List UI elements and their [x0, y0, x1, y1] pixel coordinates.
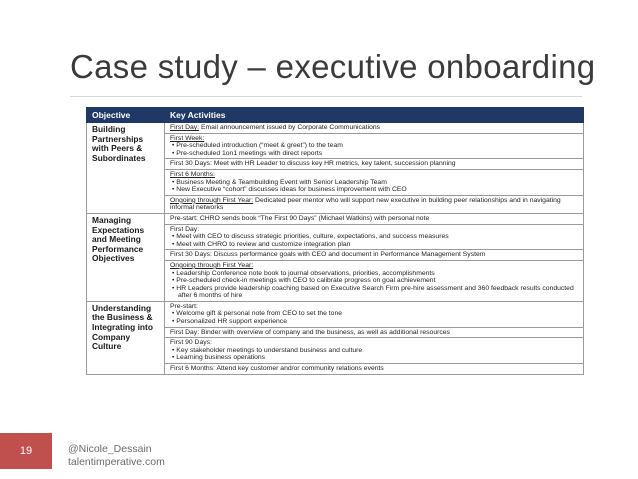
- footer: [68, 443, 165, 469]
- activity-text: First Day: Binder with overview of company and the business, as well as additional resources: [170, 328, 450, 336]
- activity-bullet: • Meet with CEO to discuss strategic priorities, culture, expectations, and success measures: [170, 233, 578, 241]
- activity-bullet: • Welcome gift & personal note from CEO to set the tone: [170, 310, 578, 318]
- activity-bullet: • Pre-scheduled 1on1 meetings with direct reports: [170, 150, 578, 158]
- activity-line: [170, 303, 578, 311]
- activity-cell: [165, 338, 584, 364]
- activity-period: Ongoing through First Year:: [170, 196, 254, 204]
- activity-bullet: • Pre-scheduled introduction (“meet & greet”) to the team: [170, 142, 578, 150]
- activity-period: First Day:: [170, 124, 200, 131]
- table-header-row: [87, 108, 584, 123]
- activity-cell: [165, 224, 584, 250]
- activity-bullet: • Meet with CHRO to review and customize integration plan: [170, 241, 578, 249]
- activity-text: First 30 Days: Meet with HR Leader to discuss key HR metrics, key talent, succession planning: [170, 160, 456, 168]
- activity-bullet: • Pre-scheduled check-in meetings with CEO to calibrate progress on goal achievement: [170, 277, 578, 285]
- activity-period: First Week:: [170, 134, 205, 142]
- activity-cell: [165, 250, 584, 261]
- activity-bullet: • Key stakeholder meetings to understand business and culture: [170, 347, 578, 355]
- activity-bullet: • Leadership Conference note book to journal observations, priorities, accomplishments: [170, 270, 578, 278]
- key-activities-column-header: Key Activities: [165, 108, 584, 123]
- activity-cell: [165, 195, 584, 213]
- activity-text: Email announcement issued by Corporate Communications: [200, 124, 381, 131]
- activity-cell: [165, 301, 584, 327]
- activity-line: [170, 262, 578, 270]
- activity-line: [170, 124, 578, 132]
- activity-line: [170, 365, 578, 373]
- objective-cell: Managing Expectations and Meeting Performance Objectives: [87, 213, 165, 301]
- objective-column-header: Objective: [87, 108, 165, 123]
- activity-text: Pre-start:: [170, 302, 198, 310]
- title-divider: [70, 96, 582, 97]
- footer-handle: @Nicole_Dessain: [68, 443, 152, 455]
- table-row: [87, 301, 584, 327]
- activity-period: First 6 Months:: [170, 170, 215, 178]
- activity-bullet: • New Executive “cohort” discusses ideas for business improvement with CEO: [170, 186, 578, 194]
- activity-text: Pre-start: CHRO sends book “The First 90 Days” (Michael Watkins) with personal note: [170, 214, 430, 222]
- activity-text: First 6 Months: Attend key customer and/or community relations events: [170, 365, 384, 373]
- activity-text: First Day:: [170, 225, 200, 233]
- activity-text: First 30 Days: Discuss performance goals with CEO and document in Performance Management System: [170, 251, 486, 259]
- activity-line: [170, 197, 578, 212]
- activity-text: Dedicated peer mentor who will support new executive in building peer relationships and in navigating informal networks: [170, 196, 561, 212]
- activity-cell: [165, 364, 584, 375]
- activity-line: [170, 215, 578, 223]
- objective-cell: Understanding the Business & Integrating into Company Culture: [87, 301, 165, 374]
- slide-title: Case study – executive onboarding: [70, 48, 596, 85]
- activity-bullet: • HR Leaders provide leadership coaching based on Executive Search Firm pre-hire assessment and 360 feedback results conducted after 6 months of hire: [170, 285, 578, 300]
- activity-period: Ongoing through First Year:: [170, 261, 254, 269]
- activity-line: [170, 339, 578, 347]
- activity-cell: [165, 327, 584, 338]
- activity-cell: [165, 260, 584, 301]
- activity-cell: [165, 159, 584, 170]
- activity-line: [170, 226, 578, 234]
- activity-cell: [165, 123, 584, 134]
- footer-website: talentimperative.com: [68, 456, 165, 468]
- table-row: [87, 123, 584, 134]
- table-body: [87, 123, 584, 375]
- activity-cell: [165, 133, 584, 159]
- page-number: 19: [0, 433, 52, 469]
- activity-cell: [165, 169, 584, 195]
- activity-text: First 90 Days:: [170, 339, 212, 347]
- activity-bullet: • Personalized HR support experience: [170, 318, 578, 326]
- table-row: [87, 213, 584, 224]
- activity-line: [170, 160, 578, 168]
- activity-cell: [165, 213, 584, 224]
- objective-cell: Building Partnerships with Peers & Subordinates: [87, 123, 165, 214]
- activity-line: [170, 329, 578, 337]
- activity-line: [170, 171, 578, 179]
- activity-bullet: • Business Meeting & Teambuilding Event with Senior Leadership Team: [170, 179, 578, 187]
- onboarding-table: [86, 107, 584, 375]
- activity-bullet: • Learning business operations: [170, 354, 578, 362]
- activity-line: [170, 135, 578, 143]
- activity-line: [170, 251, 578, 259]
